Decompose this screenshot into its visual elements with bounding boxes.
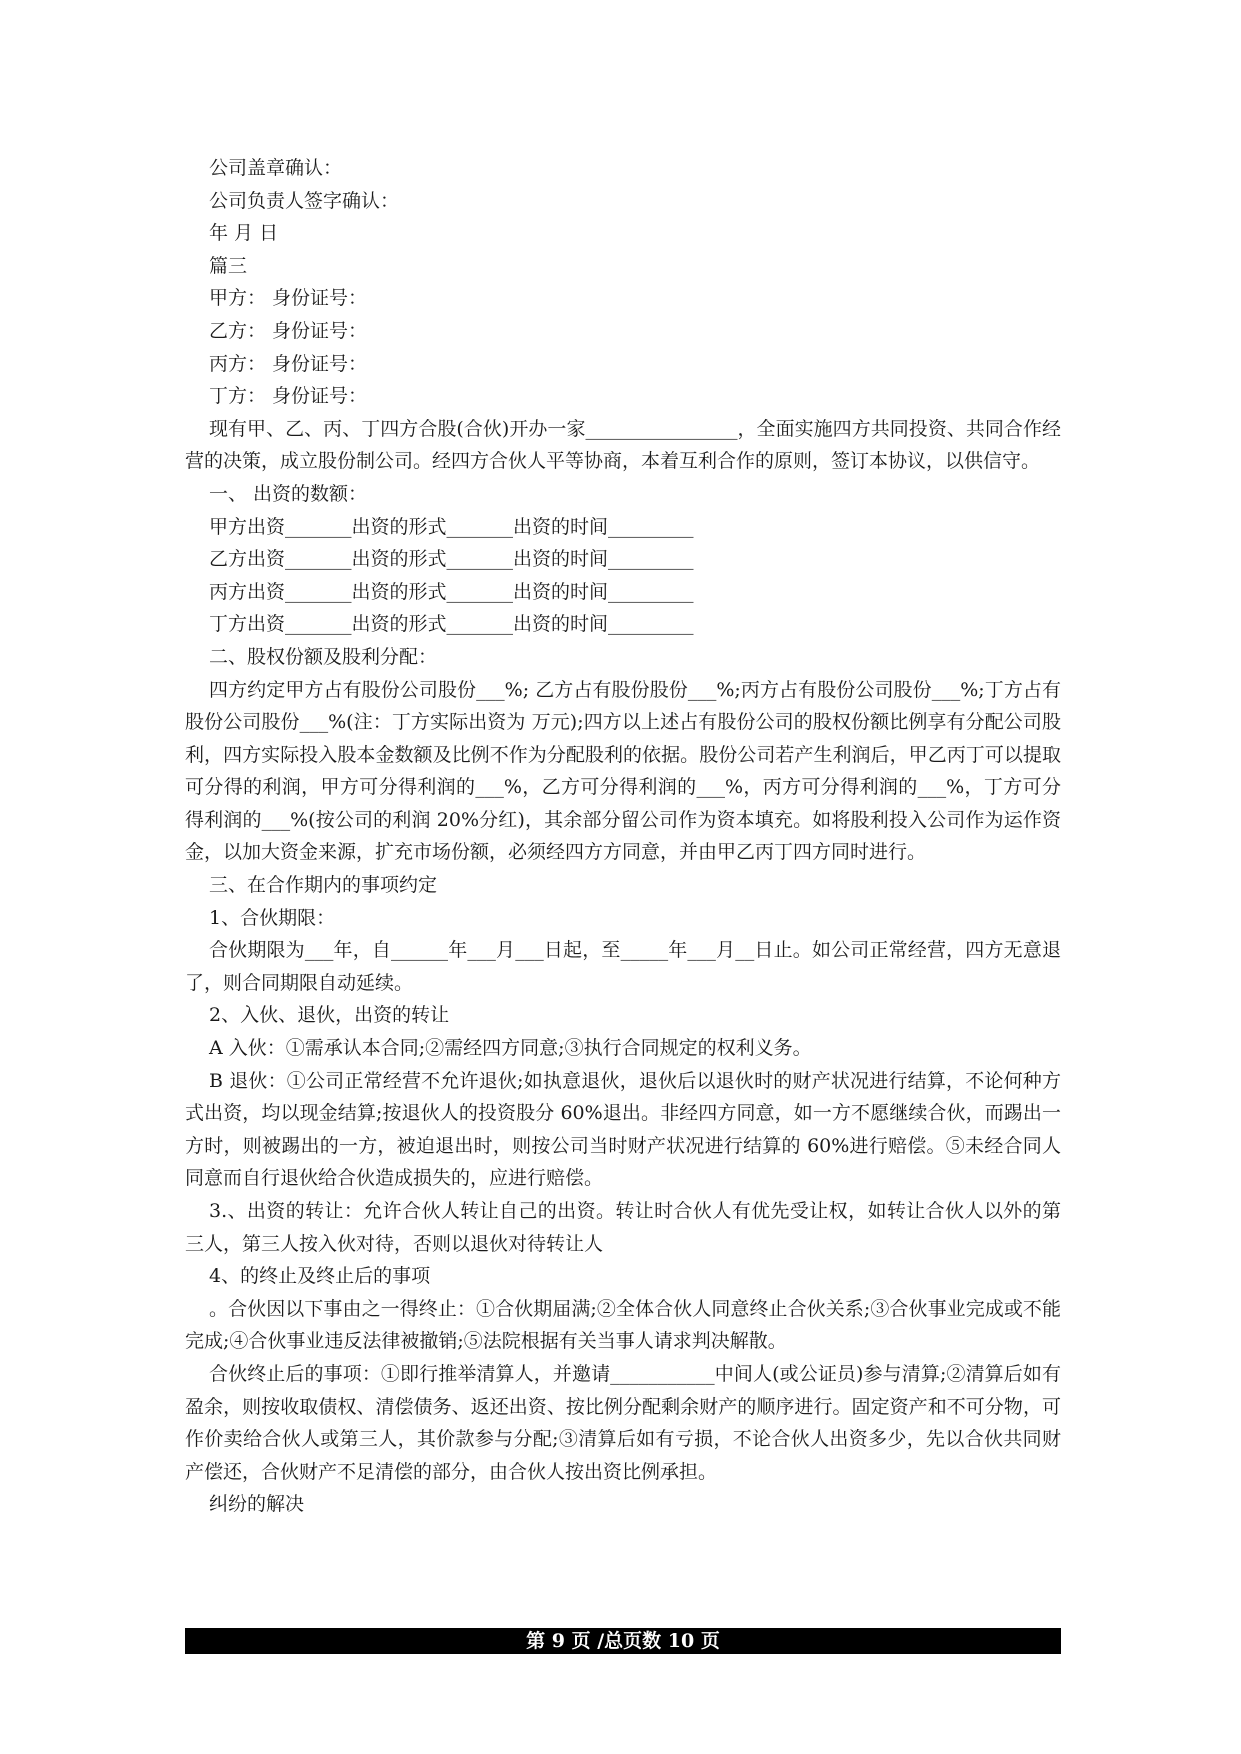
shares-paragraph: 四方约定甲方占有股份公司股份___%; 乙方占有股份股份___%;丙方占有股份公司股份___%;丁方占有股份公司股份___%(注：丁方实际出资为 万元);四方以上述占有股份公司的股权份额比例享有分配公司股利，四方实际投入股本金数额及比例不作为分配股利的依据。股份公司若产生利润后，甲乙丙丁可以提取可分得的利润，甲方可分得利润的___%，乙方可分得利润的___%，丙方可分得利润的___%，丁方可分得利润的___%(按公司的利润 20%分红)，其余部分留公司作为资本填充。如将股利投入公司作为运作资金，以加大资金来源，扩充市场份额，必须经四方方同意，并由甲乙丙丁四方同时进行。 <box>185 678 1061 864</box>
document-body <box>185 152 1061 1521</box>
capital-line-a: 甲方出资_______出资的形式_______出资的时间_________ <box>209 515 694 538</box>
party-c-line: 丙方： 身份证号： <box>209 352 368 375</box>
heading-terms: 三、在合作期内的事项约定 <box>209 874 438 897</box>
intro-paragraph: 现有甲、乙、丙、丁四方合股(合伙)开办一家________________，全面实施四方共同投资、共同合作经营的决策，成立股份制公司。经四方合伙人平等协商，本着互利合作的原则，签订本协议，以供信守。 <box>185 417 1061 473</box>
company-seal-line: 公司盖章确认： <box>209 157 343 179</box>
post-termination-paragraph: 合伙终止后的事项：①即行推举清算人，并邀请___________中间人(或公证员)参与清算;②清算后如有盈余，则按收取债权、清偿债务、返还出资、按比例分配剩余财产的顺序进行。固定资产和不可分物，可作价卖给合伙人或第三人，其价款参与分配;③清算后如有亏损，不论合伙人出资多少，先以合伙共同财产偿还，合伙财产不足清偿的部分，由合伙人按出资比例承担。 <box>185 1362 1061 1483</box>
heading-termination: 4、的终止及终止后的事项 <box>209 1265 431 1288</box>
heading-dispute: 纠纷的解决 <box>209 1493 305 1516</box>
heading-join-exit: 2、入伙、退伙，出资的转让 <box>209 1004 450 1027</box>
page-footer: 第 9 页 /总页数 10 页 <box>185 1628 1061 1654</box>
transfer-paragraph: 3.、出资的转让：允许合伙人转让自己的出资。转让时合伙人有优先受让权，如转让合伙人以外的第三人，第三人按入伙对待，否则以退伙对待转让人 <box>185 1200 1061 1255</box>
heading-shares: 二、股权份额及股利分配： <box>209 645 438 668</box>
party-a-line: 甲方： 身份证号： <box>209 287 368 310</box>
heading-capital: 一、 出资的数额： <box>209 482 368 505</box>
capital-line-b: 乙方出资_______出资的形式_______出资的时间_________ <box>209 548 694 571</box>
term-paragraph: 合伙期限为___年，自______年___月___日起，至_____年___月__日止。如公司正常经营，四方无意退了，则合同期限自动延续。 <box>185 939 1061 994</box>
party-b-line: 乙方： 身份证号： <box>209 319 368 342</box>
date-line: 年 月 日 <box>209 222 279 245</box>
section-title: 篇三 <box>209 254 248 277</box>
party-d-line: 丁方： 身份证号： <box>209 385 368 408</box>
capital-line-c: 丙方出资_______出资的形式_______出资的时间_________ <box>209 580 694 603</box>
heading-term-period: 1、合伙期限： <box>209 906 336 929</box>
exit-paragraph: B 退伙：①公司正常经营不允许退伙;如执意退伙，退伙后以退伙时的财产状况进行结算，不论何种方式出资，均以现金结算;按退伙人的投资股分 60%退出。非经四方同意，如一方不愿继续合伙，而踢出一方时，则被踢出的一方，被迫退出时，则按公司当时财产状况进行结算的 60%进行赔偿。⑤未经合同人同意而自行退伙给合伙造成损失的，应进行赔偿。 <box>185 1069 1061 1190</box>
join-line: A 入伙：①需承认本合同;②需经四方同意;③执行合同规定的权利义务。 <box>209 1037 812 1060</box>
capital-line-d: 丁方出资_______出资的形式_______出资的时间_________ <box>209 613 694 636</box>
company-head-sign-line: 公司负责人签字确认： <box>209 189 400 212</box>
termination-paragraph: 。合伙因以下事由之一得终止：①合伙期届满;②全体合伙人同意终止合伙关系;③合伙事业完成或不能完成;④合伙事业违反法律被撤销;⑤法院根据有关当事人请求判决解散。 <box>185 1297 1061 1353</box>
